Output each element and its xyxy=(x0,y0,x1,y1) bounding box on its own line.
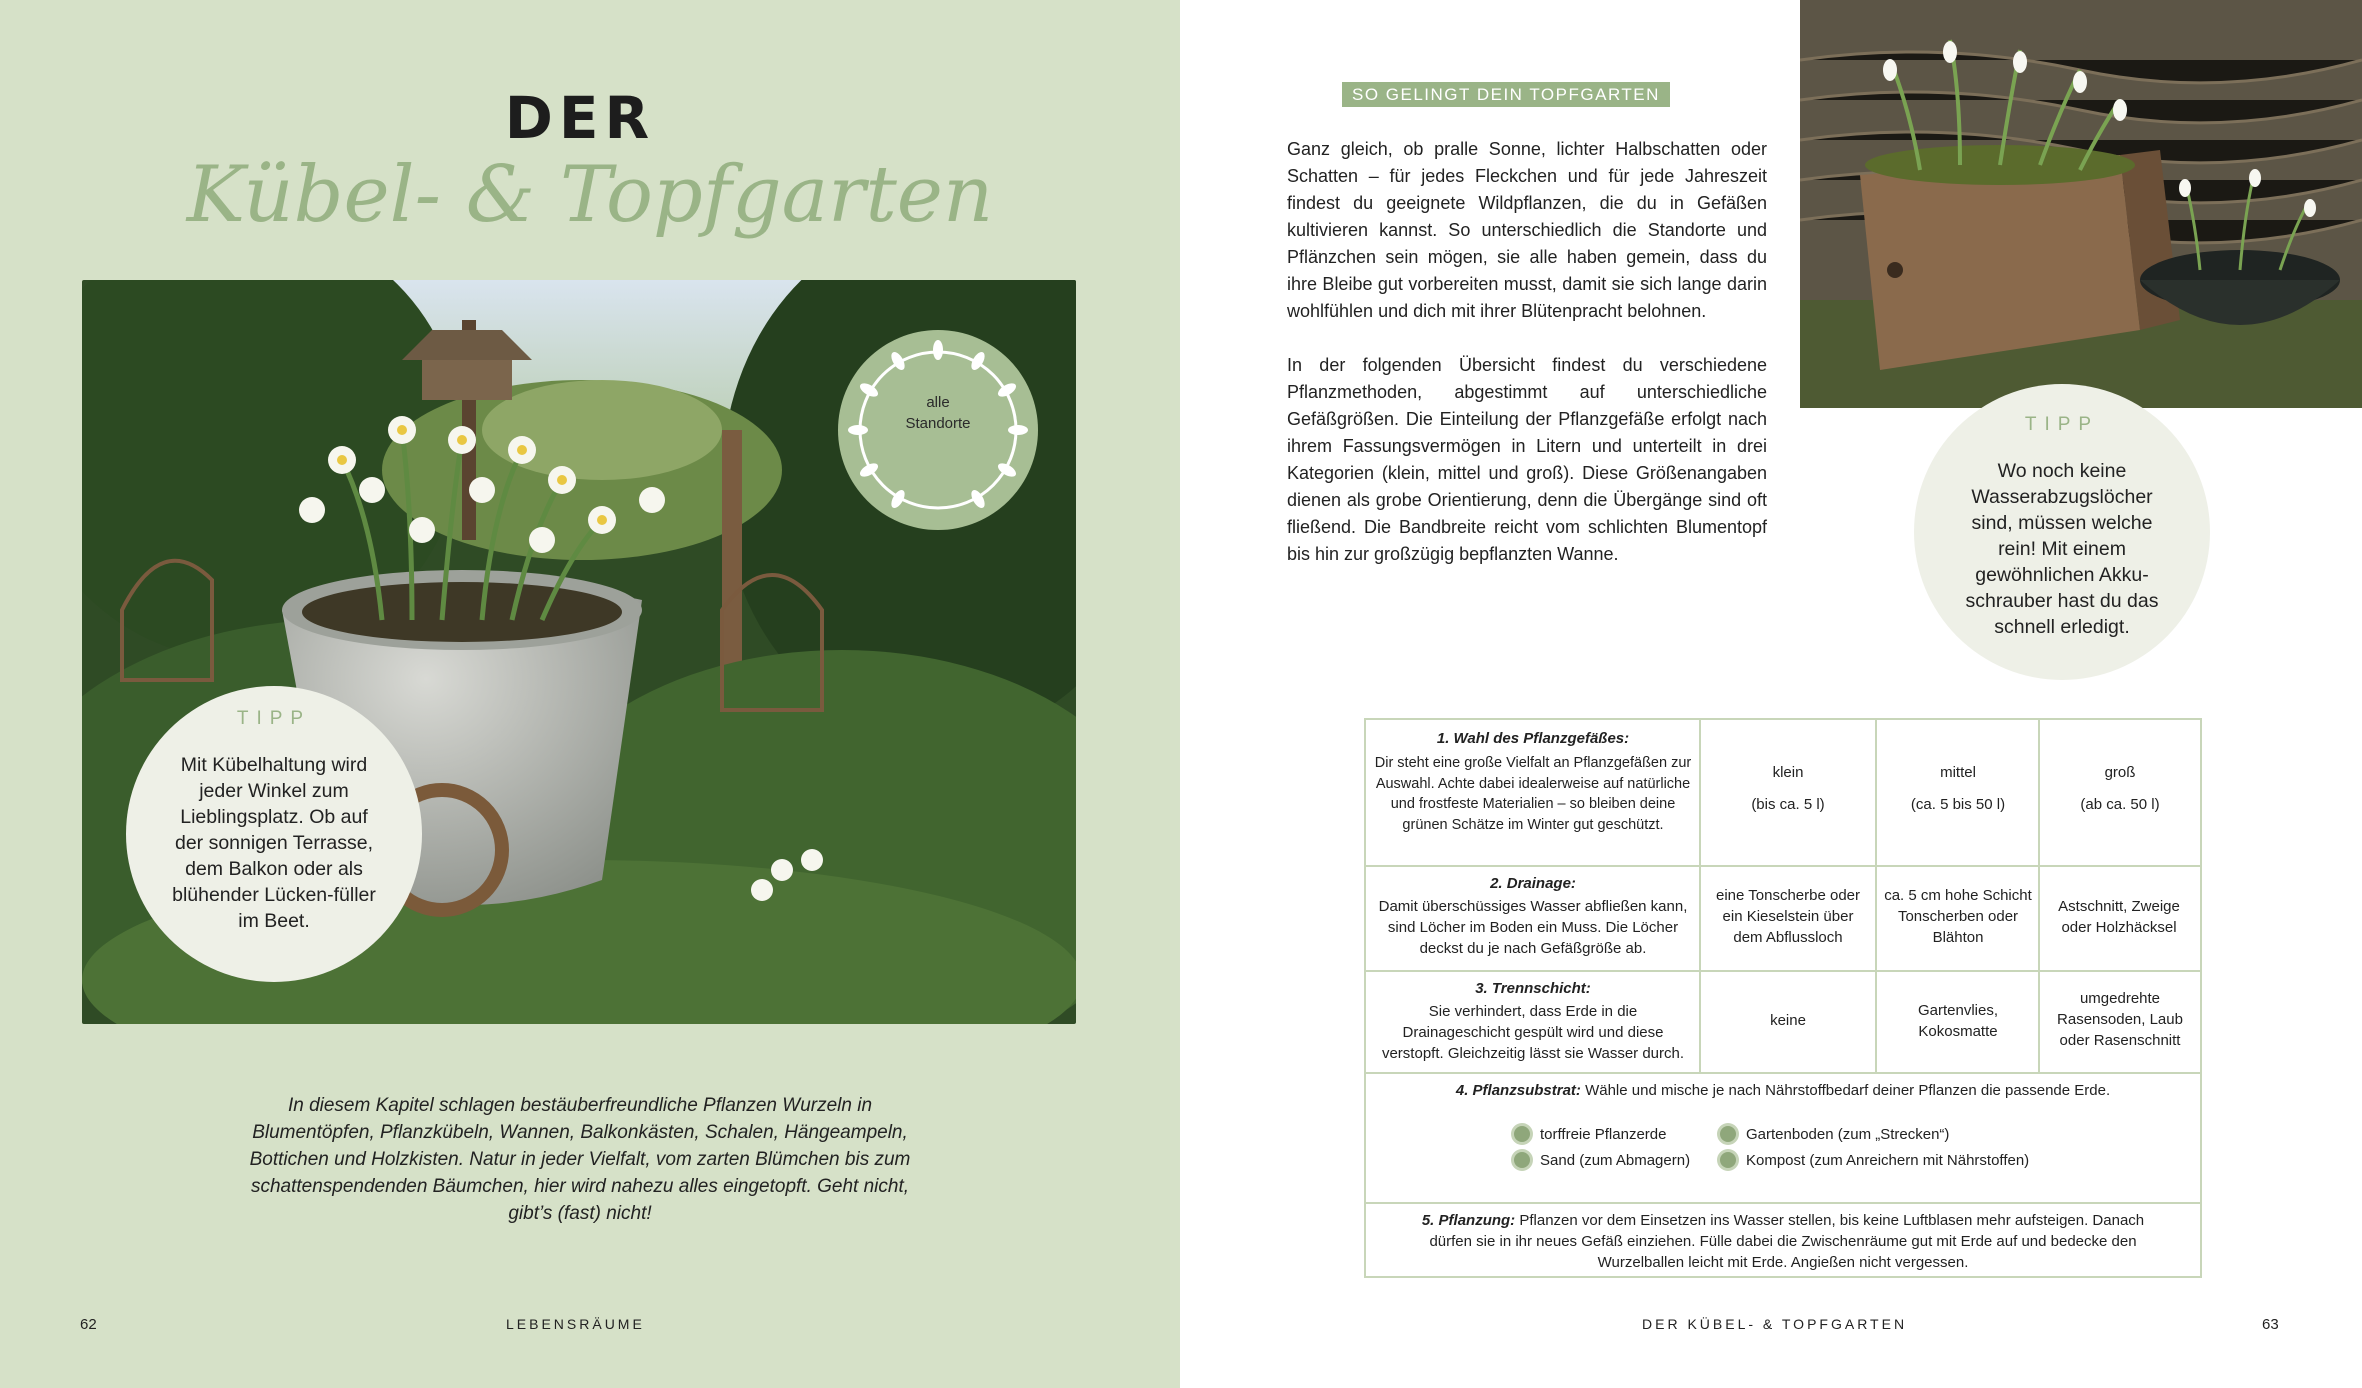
chapter-intro: In diesem Kapitel schlagen bestäuberfreundliche Pflanzen Wurzeln in Blumentöpfen, Pflanzkübeln, Wannen, Balkonkästen, Schalen, Hängeampeln, Bottichen und Holzkisten. Natur in jeder Vielfalt, vom zarten Blümchen bis zum schattenspendenden Bäumchen, hier wird nahezu alles eingetopft. Geht nicht, gibt’s (fast) nicht! xyxy=(249,1095,911,1224)
running-head-left: LEBENSRÄUME xyxy=(506,1316,645,1332)
row1-gross-label: groß xyxy=(2104,764,2136,781)
row5-text xyxy=(1406,1210,2160,1273)
row1-description xyxy=(1374,728,1692,835)
planter-photo-illustration xyxy=(1800,0,2362,408)
row4-title: 4. Pflanzsubstrat: xyxy=(1455,1082,1581,1099)
planter-box-photo xyxy=(1800,0,2362,408)
planting-table xyxy=(1364,718,2202,1278)
flower-bullet-icon xyxy=(1514,1126,1530,1142)
tipp-label-left: TIPP xyxy=(236,708,312,729)
left-page xyxy=(0,0,1180,1388)
substrate-item: Sand (zum Abmagern) xyxy=(1540,1152,1691,1169)
tipp-text-left: Mit Kübelhaltung wird jeder Winkel zum Lieblingsplatz. Ob auf der sonnigen Terrasse, dem Balkon oder als blühender Lücken-füller im Beet. xyxy=(172,754,376,932)
row5-desc: Pflanzen vor dem Einsetzen ins Wasser stellen, bis keine Luftblasen mehr aufsteigen. Danach dürfen sie in ihr neues Gefäß einziehen. Fülle dabei die Zwischenräume gut mit Erde auf und bedecke den Wurzelballen leicht mit Erde. Angießen nicht vergessen. xyxy=(1429,1212,2145,1271)
tipp-circle-right xyxy=(1914,384,2210,680)
row2-desc: Damit überschüssiges Wasser abfließen kann, sind Löcher im Boden ein Muss. Die Löcher deckst du je nach Gefäßgröße ab. xyxy=(1378,898,1688,957)
section-label: SO GELINGT DEIN TOPFGARTEN xyxy=(1342,82,1670,107)
table-divider xyxy=(1699,720,1701,1072)
substrate-item: Gartenboden (zum „Strecken“) xyxy=(1746,1126,1950,1143)
standorte-badge xyxy=(838,330,1038,530)
table-divider xyxy=(2038,720,2040,1072)
row3-description xyxy=(1374,978,1692,1064)
row3-klein: keine xyxy=(1770,1012,1806,1029)
substrate-bullet xyxy=(1514,1152,1690,1169)
row4-text xyxy=(1374,1080,2192,1101)
paragraph-2: In der folgenden Übersicht findest du verschiedene Pflanzmethoden, abgestimmt auf unterschiedliche Gefäßgrößen. Die Einteilung der Pflanzgefäße erfolgt nach ihrem Fassungsvermögen in Litern und unterteilt in drei Kategorien (klein, mittel und groß). Diese Größenangaben dienen als grobe Orientierung, denn die Übergänge sind oft fließend. Die Bandbreite reicht vom schlichten Blumentopf bis hin zur großzügig bepflanzten Wanne. xyxy=(1287,355,1767,564)
row5-title: 5. Pflanzung: xyxy=(1421,1212,1516,1229)
substrate-bullet xyxy=(1514,1126,1666,1143)
chapter-title-top: DER xyxy=(504,84,656,152)
tipp-text-right: Wo noch keine Wasserabzugslöcher sind, müssen welche rein! Mit einem gewöhnlichen Akku-schrauber hast du das schnell erledigt. xyxy=(1965,460,2159,638)
row1-mittel-sub: (ca. 5 bis 50 l) xyxy=(1910,796,2006,813)
running-head-right: DER KÜBEL- & TOPFGARTEN xyxy=(1642,1316,1908,1332)
page-number-left: 62 xyxy=(80,1316,97,1333)
substrate-bullet xyxy=(1720,1152,2029,1169)
tipp-circle-left xyxy=(126,686,422,982)
row1-gross-sub: (ab ca. 50 l) xyxy=(2080,796,2160,813)
substrate-bullet xyxy=(1720,1126,1949,1143)
row1-klein-sub: (bis ca. 5 l) xyxy=(1751,796,1825,813)
row1-klein-label: klein xyxy=(1772,764,1804,781)
table-divider xyxy=(1366,1072,2200,1074)
table-divider xyxy=(1366,970,2200,972)
row1-mittel xyxy=(1880,762,2036,815)
standorte-badge-text: alle Standorte xyxy=(905,394,971,432)
row2-gross: Astschnitt, Zweige oder Holzhäcksel xyxy=(2058,898,2180,936)
paragraph-1: Ganz gleich, ob pralle Sonne, lichter Halbschatten oder Schatten – für jedes Fleckchen und für jede Jahreszeit findest du geeignete Wildpflanzen, die du in Gefäßen kultivieren kannst. So unterschiedlich die Standorte und Pflänzchen sein mögen, sie alle haben gemein, dass du ihre Bleibe gut vorbereiten musst, damit sie sich lange darin wohlfühlen und dich mit ihrer Blütenpracht belohnen. xyxy=(1287,139,1767,321)
row1-klein xyxy=(1704,762,1872,815)
row1-title: 1. Wahl des Pflanzgefäßes: xyxy=(1436,730,1630,747)
row2-description xyxy=(1374,873,1692,959)
tipp-label-right: TIPP xyxy=(2024,414,2100,435)
row1-mittel-label: mittel xyxy=(1940,764,1976,781)
row2-title: 2. Drainage: xyxy=(1490,875,1576,892)
row3-gross: umgedrehte Rasensoden, Laub oder Rasenschnitt xyxy=(2057,990,2183,1049)
flower-bullet-icon xyxy=(1514,1152,1530,1168)
page-number-right: 63 xyxy=(2262,1316,2279,1333)
flower-bullet-icon xyxy=(1720,1152,1736,1168)
row2-mittel: ca. 5 cm hohe Schicht Tonscherben oder Blähton xyxy=(1884,887,2032,946)
table-divider xyxy=(1875,720,1877,1072)
flower-bullet-icon xyxy=(1720,1126,1736,1142)
row1-desc: Dir steht eine große Vielfalt an Pflanzgefäßen zur Auswahl. Achte dabei idealerweise auf natürliche und frostfeste Materialien – so bleiben deine grünen Schätze im Winter gut geschützt. xyxy=(1374,755,1692,833)
row3-desc: Sie verhindert, dass Erde in die Drainageschicht gespült wird und diese verstopft. Gleichzeitig lässt sie Wasser durch. xyxy=(1381,1003,1685,1062)
table-divider xyxy=(1366,865,2200,867)
substrate-item: torffreie Pflanzerde xyxy=(1540,1126,1667,1143)
chapter-title-script: Kübel- & Topfgarten xyxy=(186,150,994,240)
row2-klein: eine Tonscherbe oder ein Kieselstein über dem Abflussloch xyxy=(1716,887,1860,946)
row3-title: 3. Trennschicht: xyxy=(1475,980,1591,997)
row1-gross xyxy=(2043,762,2197,815)
table-divider xyxy=(1366,1202,2200,1204)
row4-desc: Wähle und mische je nach Nährstoffbedarf deiner Pflanzen die passende Erde. xyxy=(1580,1082,2111,1099)
row3-mittel: Gartenvlies, Kokosmatte xyxy=(1917,1002,1999,1040)
substrate-item: Kompost (zum Anreichern mit Nährstoffen) xyxy=(1746,1152,2030,1169)
